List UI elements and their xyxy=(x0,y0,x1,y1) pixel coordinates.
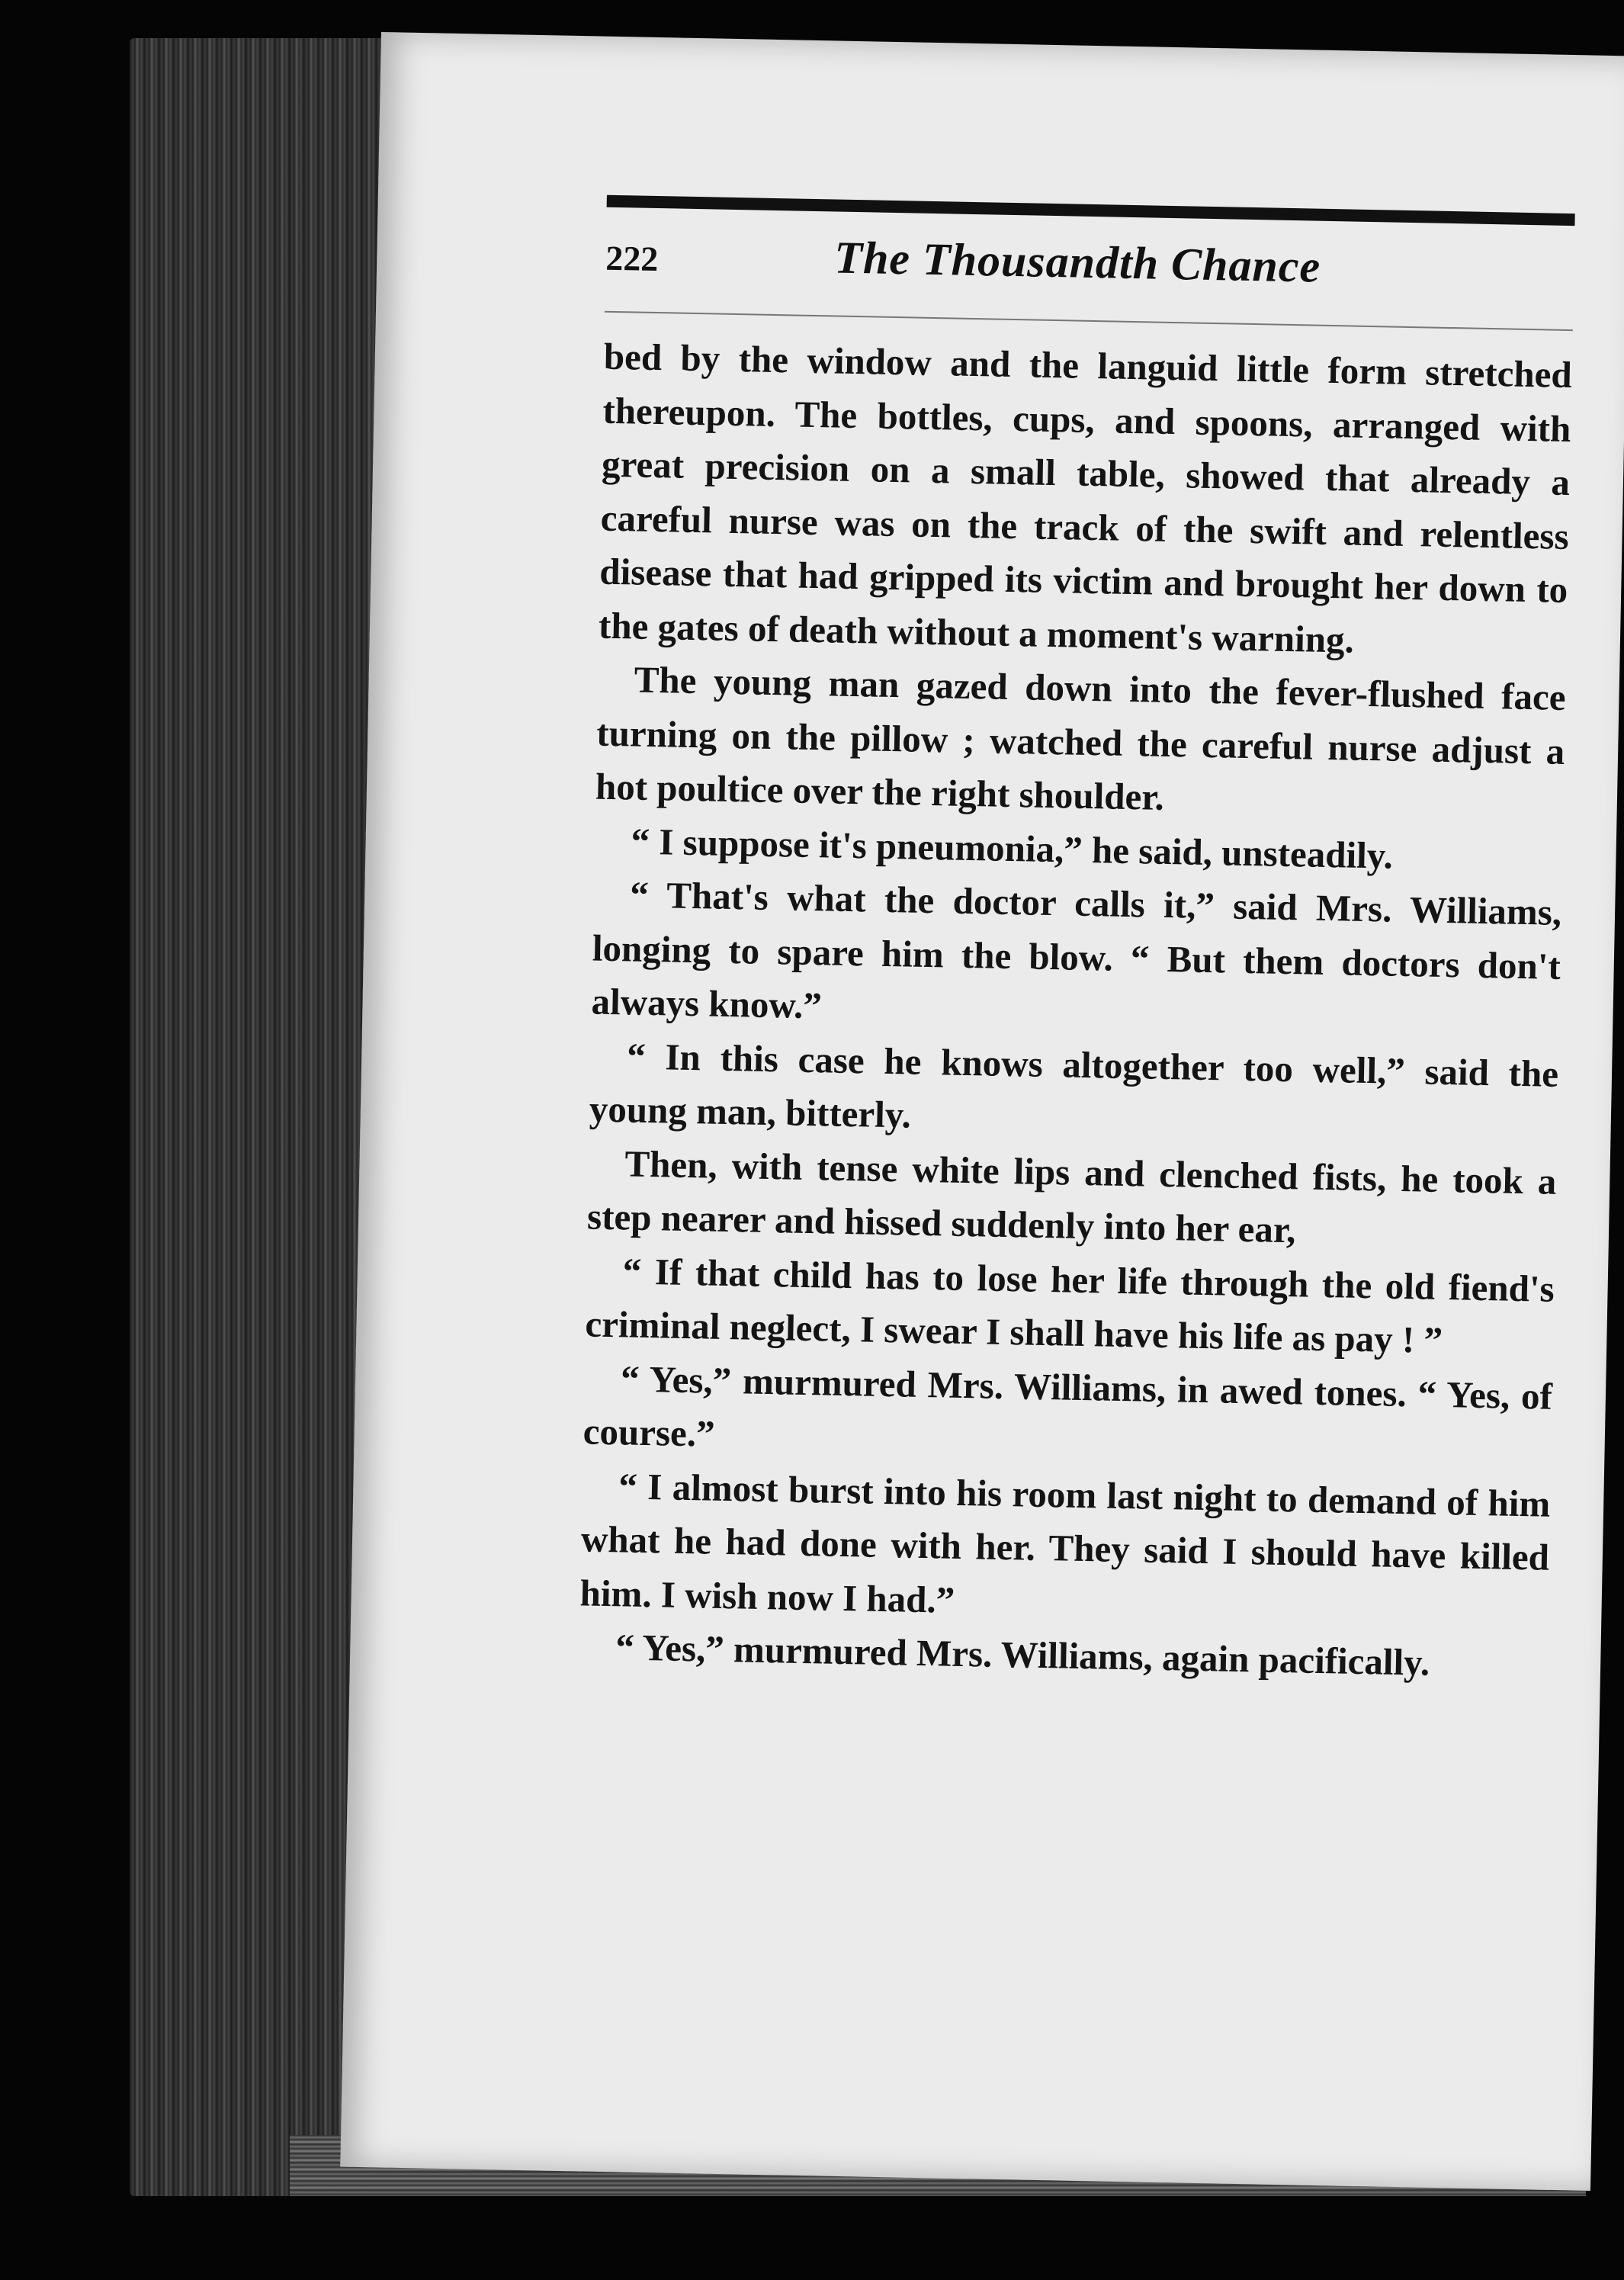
paragraph: “ That's what the doctor calls it,” said Mrs. Williams, longing to spare him the blow. “ But them doctors don't always know.” xyxy=(591,873,1562,1027)
paragraph: The young man gazed down into the fever-flushed face turning on the pillow ; watched the careful nurse adjust a hot poultice over the right shoulder. xyxy=(595,658,1567,818)
paragraph: “ Yes,” murmured Mrs. Williams, in awed tones. “ Yes, of course.” xyxy=(583,1357,1553,1455)
book-page xyxy=(340,32,1624,2191)
paragraph: “ If that child has to lose her life through the old fiend's criminal neglect, I swear I shall have his life as pay ! ” xyxy=(585,1249,1555,1362)
page-number: 222 xyxy=(605,238,659,279)
paragraph: Then, with tense white lips and clenched fists, he took a step nearer and hissed suddenly into her ear, xyxy=(586,1142,1557,1251)
page-body xyxy=(579,330,1573,1693)
paragraph: bed by the window and the languid little form stretched thereupon. The bottles, cups, and spoons, arranged with great precision on a small table, showed that already a careful nurse was on the track of the swift and relentless disease that had gripped its victim and brought her down to the gates of death without a moment's warning. xyxy=(598,335,1573,661)
running-head-title: The Thousandth Chance xyxy=(833,232,1321,292)
paragraph: “ Yes,” murmured Mrs. Williams, again pacifically. xyxy=(615,1626,1430,1684)
paragraph: “ In this case he knows altogether too well,” said the young man, bitterly. xyxy=(589,1034,1559,1136)
header-top-rule xyxy=(607,195,1575,226)
paragraph: “ I almost burst into his room last night to demand of him what he had done with her. They said I should have killed him. I wish now I had.” xyxy=(579,1464,1551,1621)
paragraph: “ I suppose it's pneumonia,” he said, unsteadily. xyxy=(631,819,1394,877)
